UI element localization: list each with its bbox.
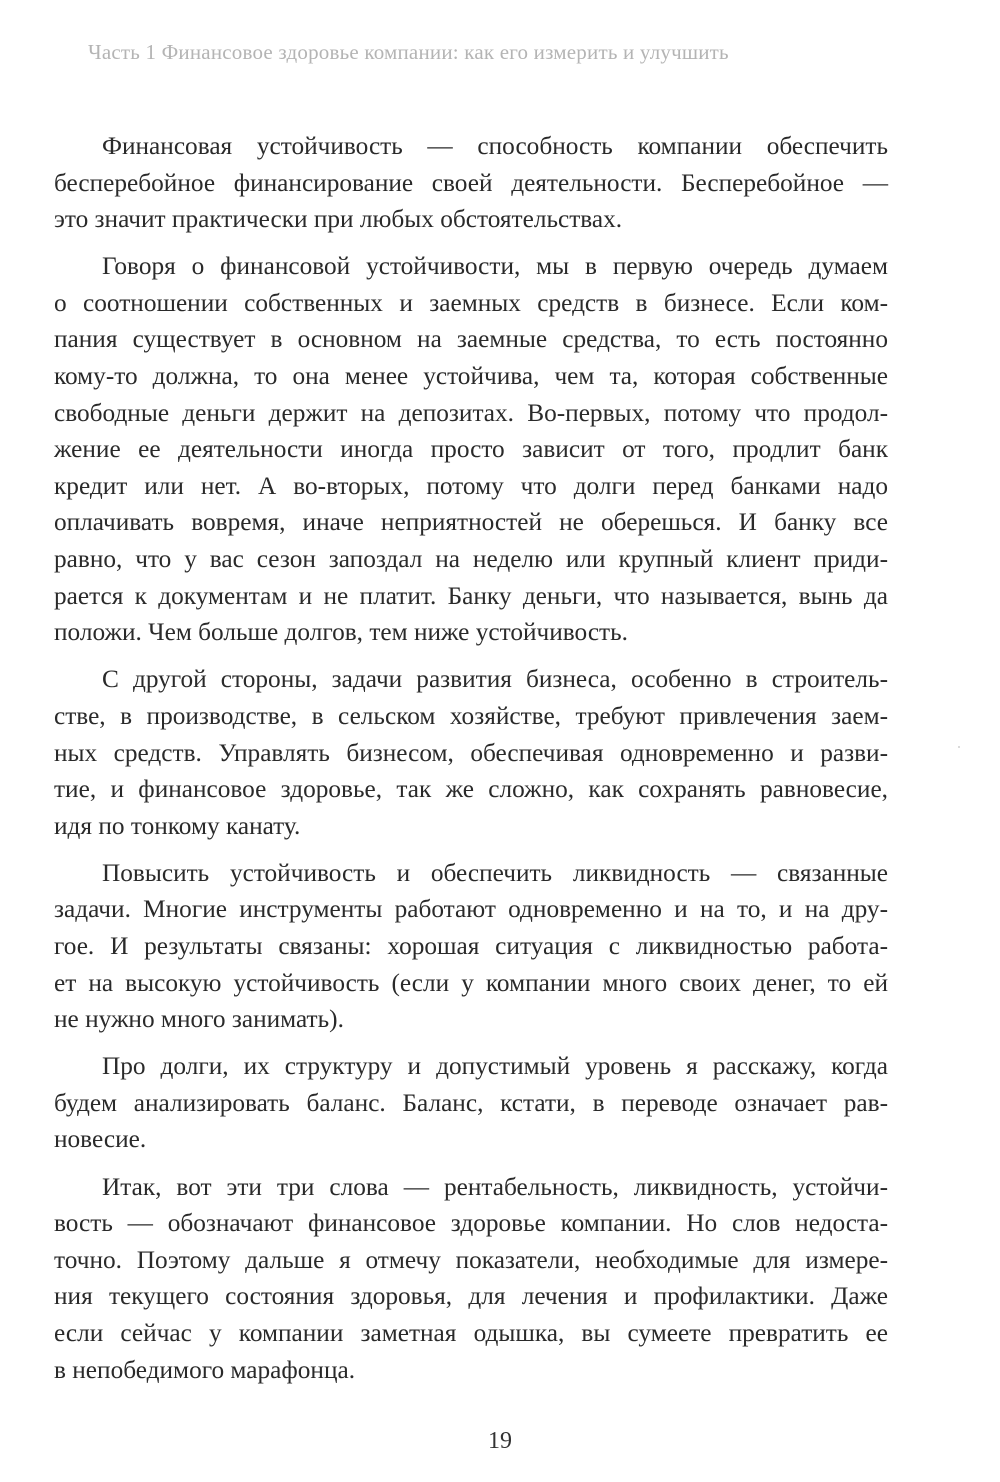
text-line: Повысить устойчивость и обеспечить ликвидность — связанные [102,858,888,887]
text-line: Про долги, их структуру и допустимый уровень я расскажу, когда [102,1052,888,1081]
text-line: ет на высокую устойчивость (если у компании много своих денег, то ей [54,968,888,997]
body-text [54,128,888,1399]
text-line: гое. И результаты связаны: хорошая ситуация с ликвидностью работа- [54,931,888,960]
text-line: вость — обозначают финансовое здоровье компании. Но слов недоста- [54,1209,888,1238]
text-line: свободные деньги держит на депозитах. Во-первых, потому что продол- [54,398,888,427]
text-line: равно, что у вас сезон запоздал на неделю или крупный клиент приди- [54,545,888,574]
text-line: ния текущего состояния здоровья, для лечения и профилактики. Даже [54,1282,888,1311]
text-line: тие, и финансовое здоровье, так же сложно, как сохранять равновесие, [54,775,888,804]
text-line: о соотношении собственных и заемных средств в бизнесе. Если ком- [54,288,888,317]
text-line: Говоря о финансовой устойчивости, мы в первую очередь думаем [102,252,888,281]
paragraph [54,1169,888,1389]
text-line: в непобедимого марафонца. [54,1355,356,1384]
text-line: не нужно много занимать). [54,1005,344,1034]
text-line: если сейчас у компании заметная одышка, вы сумеете превратить ее [54,1318,888,1347]
text-line: точно. Поэтому дальше я отмечу показатели, необходимые для измере- [54,1245,888,1274]
text-line: пания существует в основном на заемные средства, то есть постоянно [54,325,888,354]
text-line: кому-то должна, то она менее устойчива, чем та, которая собственные [54,362,888,391]
paragraph [54,128,888,238]
scan-speck [958,746,960,748]
text-line: задачи. Многие инструменты работают одновременно и на то, и на дру- [54,895,888,924]
text-line: бесперебойное финансирование своей деятельности. Бесперебойное — [54,168,888,197]
running-head: Часть 1 Финансовое здоровье компании: как его измерить и улучшить [88,40,729,64]
text-line: идя по тонкому канату. [54,811,301,840]
text-line: Финансовая устойчивость — способность компании обеспечить [102,132,888,160]
text-line: положи. Чем больше долгов, тем ниже устойчивость. [54,618,628,647]
text-line: жение ее деятельности иногда просто зависит от того, продлит банк [54,435,888,464]
text-line: будем анализировать баланс. Баланс, кстати, в переводе означает рав- [54,1088,888,1117]
text-line: оплачивать вовремя, иначе неприятностей не оберешься. И банку все [54,508,888,537]
paragraph [54,1048,888,1158]
paragraph [54,248,888,651]
paragraph [54,855,888,1038]
text-line: Итак, вот эти три слова — рентабельность, ликвидность, устойчи- [102,1172,888,1201]
page-number: 19 [488,1428,512,1454]
text-line: кредит или нет. А во-вторых, потому что долги перед банками надо [54,471,888,500]
paragraph [54,661,888,844]
text-line: стве, в производстве, в сельском хозяйстве, требуют привлечения заем- [54,701,888,730]
text-line: С другой стороны, задачи развития бизнеса, особенно в строитель- [102,665,888,694]
text-line: новесие. [54,1125,147,1154]
text-line: рается к документам и не платит. Банку деньги, что называется, вынь да [54,581,888,610]
text-line: ных средств. Управлять бизнесом, обеспечивая одновременно и разви- [54,738,888,767]
text-line: это значит практически при любых обстоятельствах. [54,205,623,234]
